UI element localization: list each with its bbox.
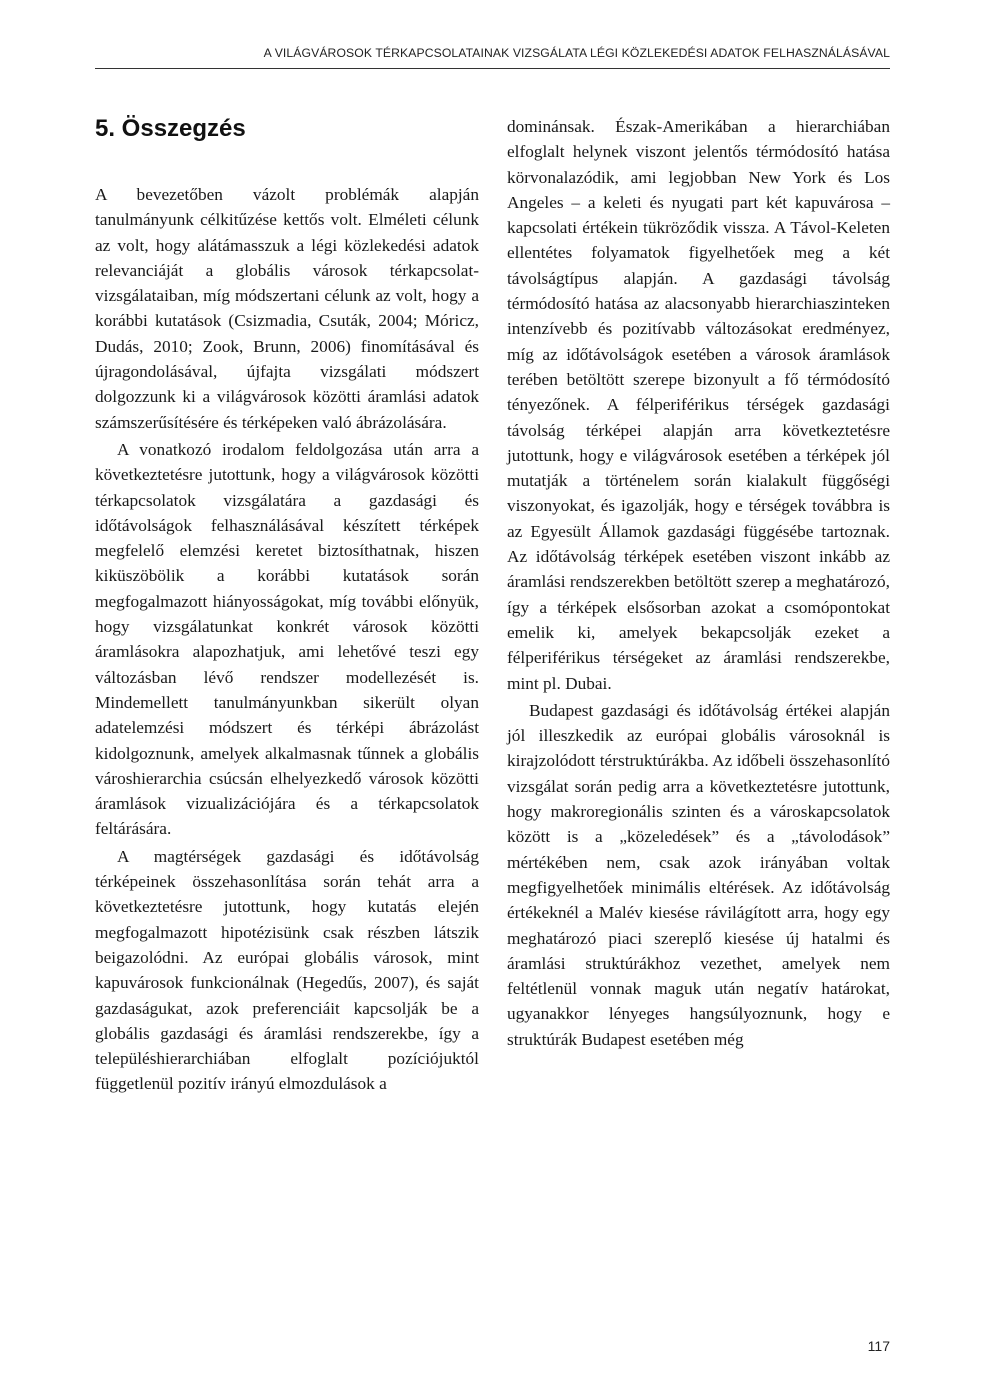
- paragraph-4: dominánsak. Észak-Amerikában a hierarchiában elfoglalt helynek viszont jelentős térmódosító hatása körvonalazódik, ami legjobban New York és Los Angeles – a keleti és nyugati part két kapuvárosa – kapcsolati értékein tükröződik vissza. A Távol-Keleten ellentétes folyamatok figyelhetőek meg a két távolságtípus alapján. A gazdasági távolság térmódosító hatása az alacsonyabb hierarchiaszinteken intenzívebb és pozitívabb változásokat eredményez, míg az időtávolságok esetében a városok áramlások terében betöltött szerepe bizonyult a fő térmódosító tényezőnek. A félperiférikus térségek gazdasági távolság térképei alapján arra következtetésre jutottunk, hogy e világvárosok esetében a térképek jól mutatják a történelem során kialakult függőségi viszonyokat, és igazolják, hogy e térségek továbbra is az Egyesült Államok gazdasági függésébe tartoznak. Az időtávolság térképek esetében viszont inkább az áramlási rendszerekben betöltött szerep a meghatározó, így a térképek elsősorban azokat a csomópontokat emelik ki, amelyek bekapcsolják ezeket a félperiférikus térségeket az áramlási rendszerekbe, mint pl. Dubai.: [507, 117, 890, 693]
- paragraph-1: A bevezetőben vázolt problémák alapján tanulmányunk célkitűzése kettős volt. Elméleti célunk az volt, hogy alátámasszuk a légi közlekedési adatok relevanciáját a globális városok térkapcsolat-vizsgálataiban, míg módszertani célunk az volt, hogy a korábbi kutatások (Csizmadia, Csuták, 2004; Móricz, Dudás, 2010; Zook, Brunn, 2006) finomításával és újragondolásával, újfajta vizsgálati módszert dolgozzunk ki a világvárosok közötti áramlási adatok számszerűsítésére és térképeken való ábrázolására.: [95, 185, 479, 432]
- right-column: [507, 114, 890, 1052]
- paragraph-3: A magtérségek gazdasági és időtávolság térképeinek összehasonlítása során tehát arra a következtetésre jutottunk, hogy kutatás elején megfogalmazott hipotézisünk csak részben látszik beigazolódni. Az európai globális városok, mint kapuvárosok funkcionálnak (Hegedűs, 2007), és saját gazdaságukat, azok preferenciáit kapcsolják be a globális gazdasági és áramlási rendszerekbe, így a településhierarchiában elfoglalt pozíciójuktól függetlenül pozitív irányú elmozdulások a: [95, 846, 479, 1094]
- paragraph-2: A vonatkozó irodalom feldolgozása után arra a következtetésre jutottunk, hogy a világvárosok közötti térkapcsolatok vizsgálatára a gazdasági és időtávolságok felhasználásával készített térképek megfelelő elemzési keretet biztosíthatnak, hiszen kiküszöbölik a korábbi kutatások során megfogalmazott hiányosságokat, míg további előnyük, hogy vizsgálatunkat konkrét városok közötti áramlásokra alapozhatjuk, ami lehetővé teszi egy változásban lévő rendszer modellezését is. Mindemellett tanulmányunkban sikerült olyan adatelemzési módszert és térképi ábrázolást kidolgoznunk, amelyek alkalmasnak tűnnek a globális városhierarchia csúcsán elhelyezkedő városok közötti áramlások vizualizációjára és a térkapcsolatok feltárására.: [95, 439, 479, 839]
- page-number: 117: [867, 1338, 890, 1354]
- running-header: A VILÁGVÁROSOK TÉRKAPCSOLATAINAK VIZSGÁLATA LÉGI KÖZLEKEDÉSI ADATOK FELHASZNÁLÁSÁVAL: [263, 46, 890, 60]
- section-heading: 5. Összegzés: [95, 115, 246, 142]
- header-rule: [95, 68, 890, 69]
- paragraph-5: Budapest gazdasági és időtávolság értékei alapján jól illeszkedik az európai globális városoknál is kirajzolódott térstruktúrákba. Az időbeli összehasonlító vizsgálat során pedig arra a következtetésre jutottunk, hogy makroregionális szinten és a városkapcsolatok között is a „közeledések” és a „távolodások” mértékében nem, csak azok irányában voltak megfigyelhetőek minimális eltérések. Az időtávolság értékeknél a Malév kiesése rávilágított arra, hogy egy meghatározó piaci szereplő kiesése új hatalmi és áramlási struktúrákhoz vezethet, amelyek nem feltétlenül vonnak maguk után negatív határokat, ugyanakkor lényeges hangsúlyoznunk, hogy e struktúrák Budapest esetében még: [507, 700, 890, 1049]
- left-column: [95, 114, 479, 1097]
